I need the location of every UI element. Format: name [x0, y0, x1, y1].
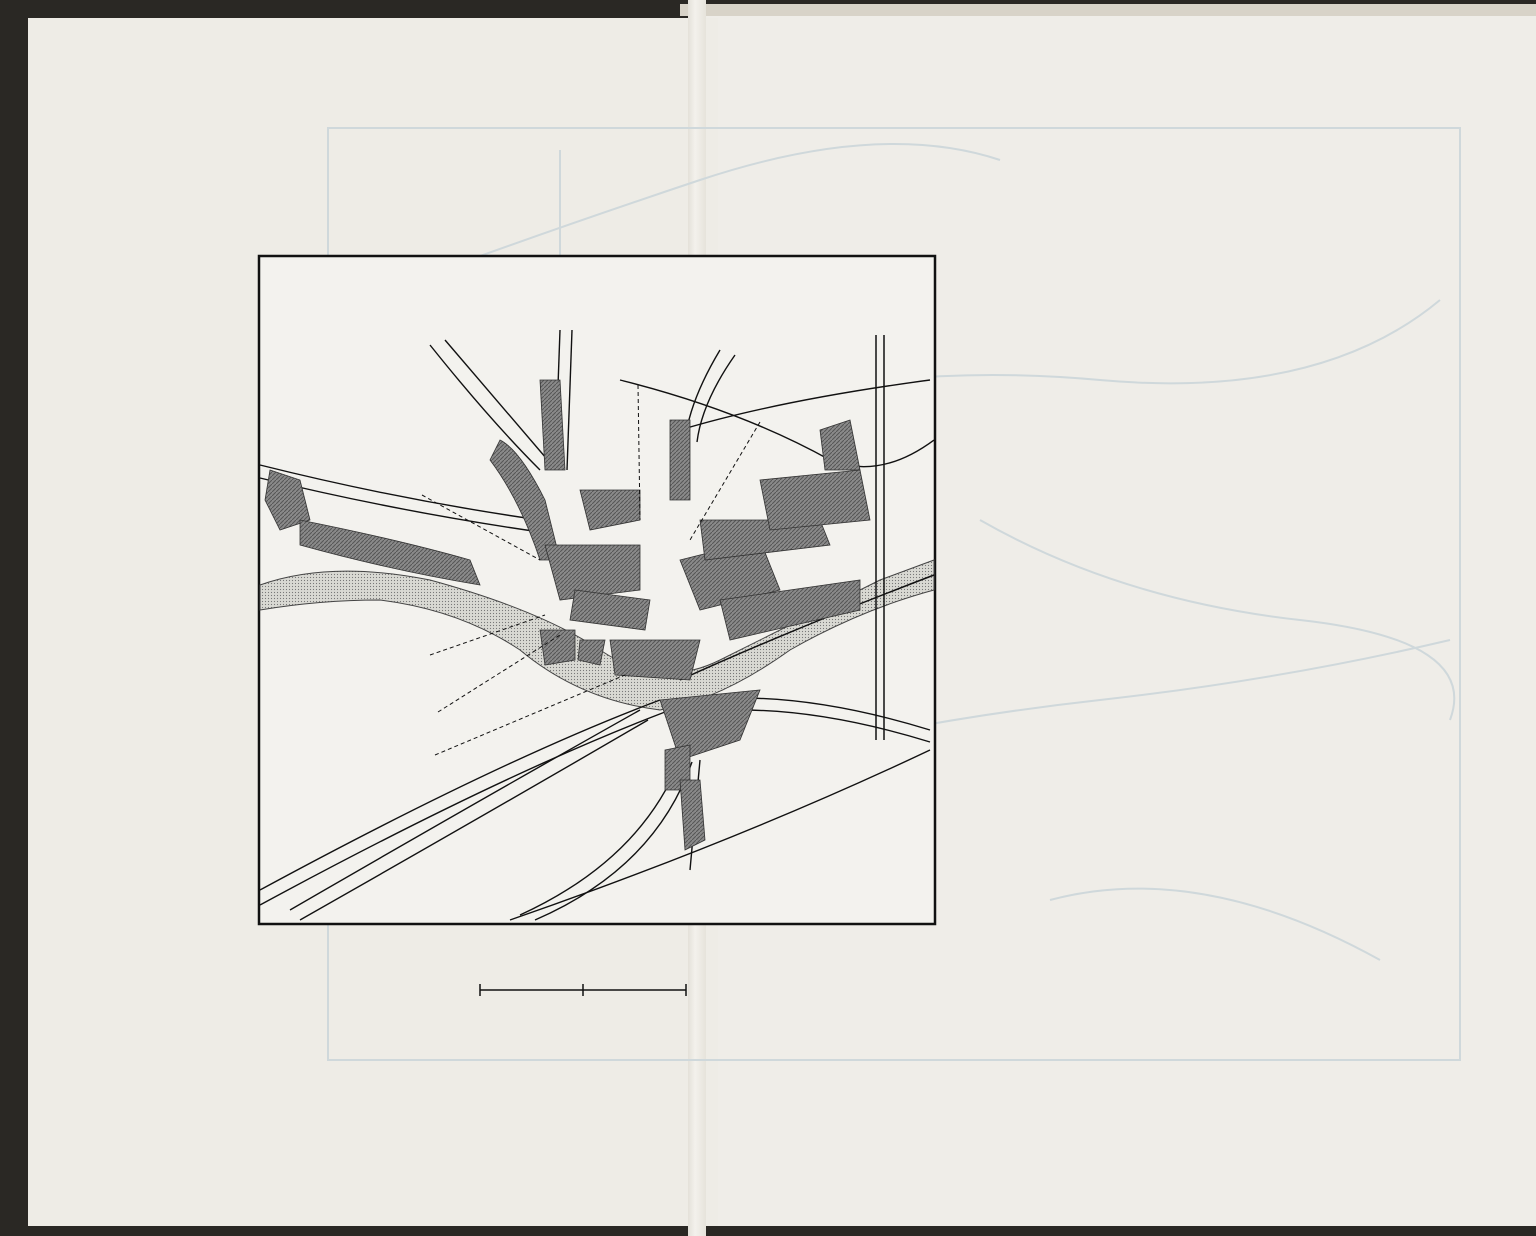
scale-bar: [480, 984, 686, 996]
